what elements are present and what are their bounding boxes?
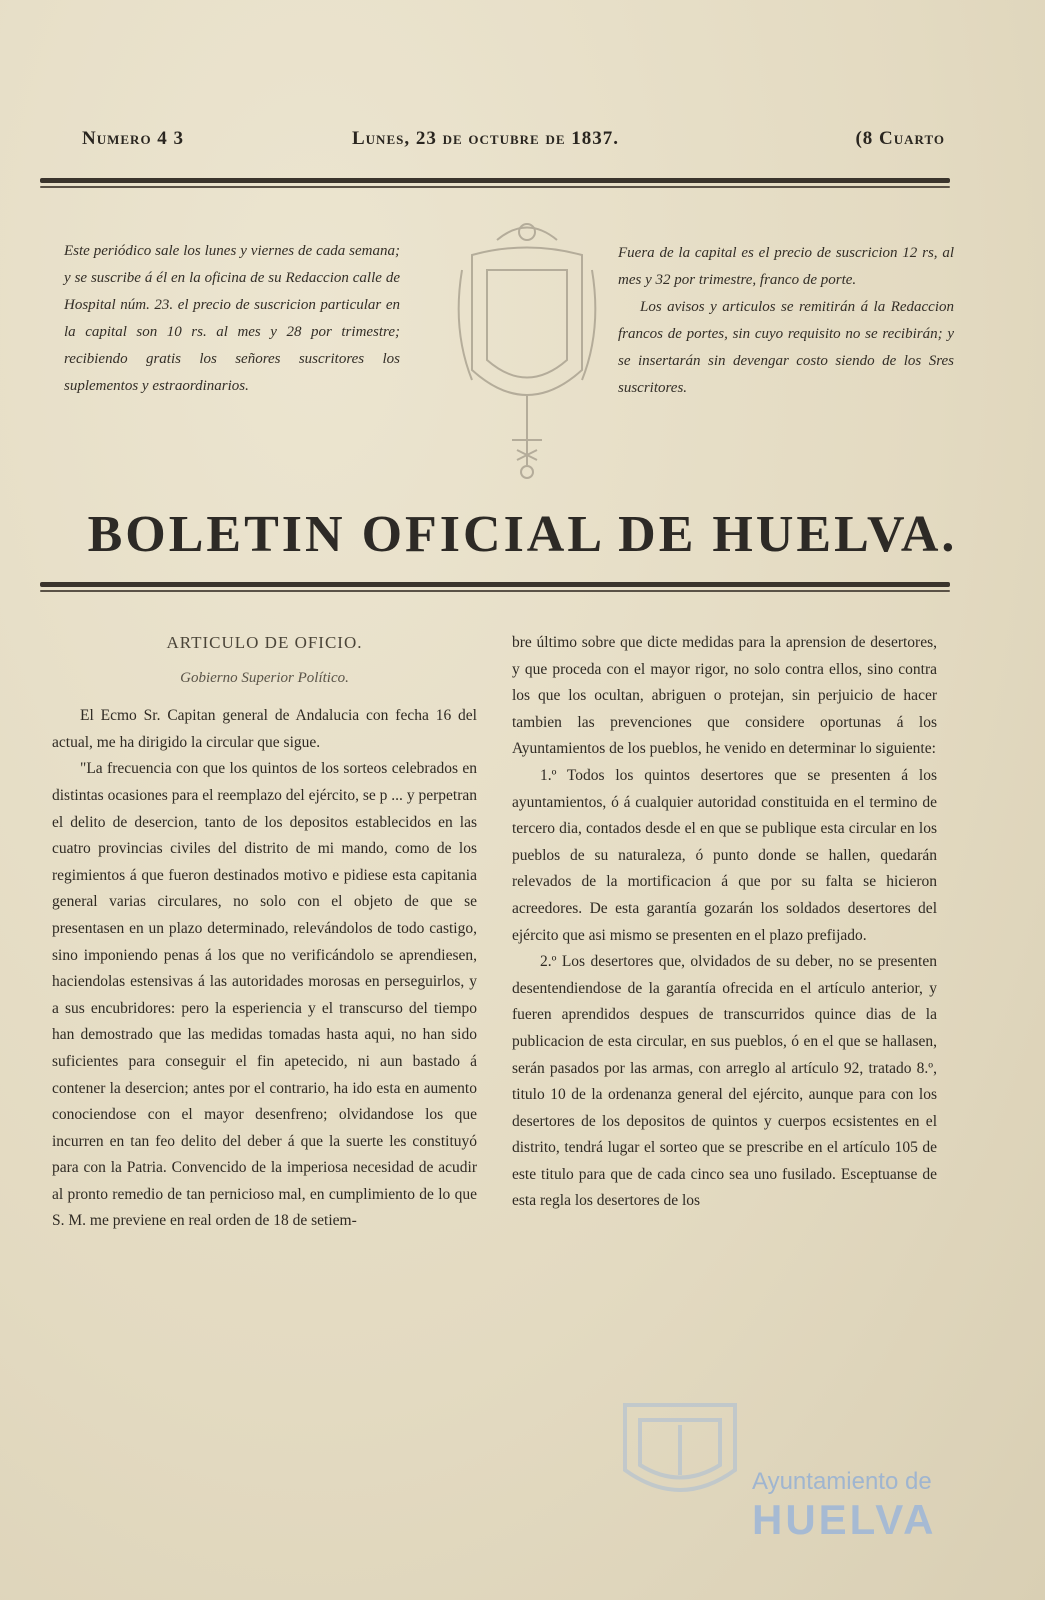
issue-number: Numero 4 3: [82, 128, 185, 149]
title-rule-thin: [40, 590, 950, 592]
article-paragraph: 1.º Todos los quintos desertores que se presenten á los ayuntamientos, ó á cualquier autoridad constituida en el termino de tercero dia, contados desde el en que se publique esta circular en los pueblos de su naturaleza, ó punto donde se hallen, quedarán relevados de la mortificacion á que por su falta se hicieron acreedores. De esta garantía gozarán los soldados desertores del ejército que asi mismo se presenten en el plazo prefijado.: [512, 766, 937, 944]
issue-date: Lunes, 23 de octubre de 1837.: [352, 128, 620, 149]
article-paragraph: 2.º Los desertores que, olvidados de su deber, no se presenten desentendiendose de la garantía ofrecida en el artículo anterior, y fueren aprendidos despues de transcurridos quince dias de la publicacion de esta circular, en sus pueblos, ó en el que se hallasen, serán pasados por las armas, con arreglo al artículo 92, tratado 8.º, titulo 10 de la ordenanza general del ejército, aunque para con los desertores de los depositos de quintos y cuerpos ecsistentes en el distrito, tendrá lugar el sorteo que se prescribe en el artículo 105 de este titulo para que de cada cinco sea uno fusilado. Esceptuanse de esta regla los desertores de los: [512, 953, 937, 1210]
watermark-text: Ayuntamiento de: [752, 1468, 932, 1495]
postage-notice-submissions: Los avisos y articulos se remitirán á la Redaccion francos de portes, sin cuyo requisito no se recibirán; y se insertarán sin devengar costo siendo de los Sres suscritores.: [618, 299, 954, 396]
subscription-notice: Este periódico sale los lunes y viernes de cada semana; y se suscribe á él en la oficina de su Redaccion calle de Hospital núm. 23. el precio de suscricion particular en la capital son 10 rs. al mes y 28 por trimestre; recibiendo gratis los señores suscritores los suplementos y estraordinarios.: [64, 243, 400, 394]
postage-notice: [618, 240, 954, 402]
masthead: [82, 128, 945, 158]
top-rule-thin: [40, 186, 950, 188]
section-subheading: Gobierno Superior Político.: [180, 669, 349, 686]
article-paragraph: El Ecmo Sr. Capitan general de Andalucia con fecha 16 del actual, me ha dirigido la circular que sigue.: [52, 707, 477, 751]
top-rule: [40, 178, 950, 183]
title-rule: [40, 582, 950, 587]
article-column-left: [52, 630, 477, 1235]
section-heading: ARTICULO DE OFICIO.: [166, 633, 363, 652]
watermark-logo-text: HUELVA: [752, 1496, 937, 1543]
issue-price: (8 Cuarto: [855, 128, 945, 149]
newspaper-title: BOLETIN OFICIAL DE HUELVA.: [87, 506, 958, 563]
coat-of-arms-icon: [452, 210, 602, 490]
article-paragraph: bre último sobre que dicte medidas para la aprension de desertores, y que proceda con el mayor rigor, no solo contra ellos, sino contra los que los ocultan, abriguen o protejan, sin perjuicio de hacer tambien las prevenciones que considere oportunas á los Ayuntamientos de los pueblos, he venido en determinar lo siguiente:: [512, 634, 937, 758]
article-column-right: [512, 630, 937, 1215]
article-paragraph: "La frecuencia con que los quintos de los sorteos celebrados en distintas ocasiones para el reemplazo del ejército, se p ... y perpetran el delito de desercion, tanto de los depositos establecidos en las cuatro provincias civiles del distrito de mi mando, como de los regimientos á que fueron destinados motivo e pidiese esta capitania general varias circulares, no solo con el objeto de que se presentasen en un plazo determinado, relevándolos de todo castigo, sino imponiendo penas á los que no verificándolo se aprendiesen, haciendolas estensivas á las autoridades morosas en perseguirlos, y a sus encubridores: pero la esperiencia y el transcurso del tiempo han demostrado que las medidas tomadas hasta aqui, no han sido suficientes para conseguir el fin apetecido, ni aun bastado á contener la desercion; antes por el contrario, ha ido esta en aumento conociendose con el mayor desenfreno; olvidandose los que incurren en tan feo delito del deber á que la suerte les constituyó para con la Patria. Convencido de la imperiosa necesidad de acudir al pronto remedio de tan pernicioso mal, en cumplimiento de lo que S. M. me previene en real orden de 18 de setiem-: [52, 760, 477, 1230]
postage-notice-price: Fuera de la capital es el precio de suscricion 12 rs, al mes y 32 por trimestre, franco de porte.: [618, 245, 954, 288]
